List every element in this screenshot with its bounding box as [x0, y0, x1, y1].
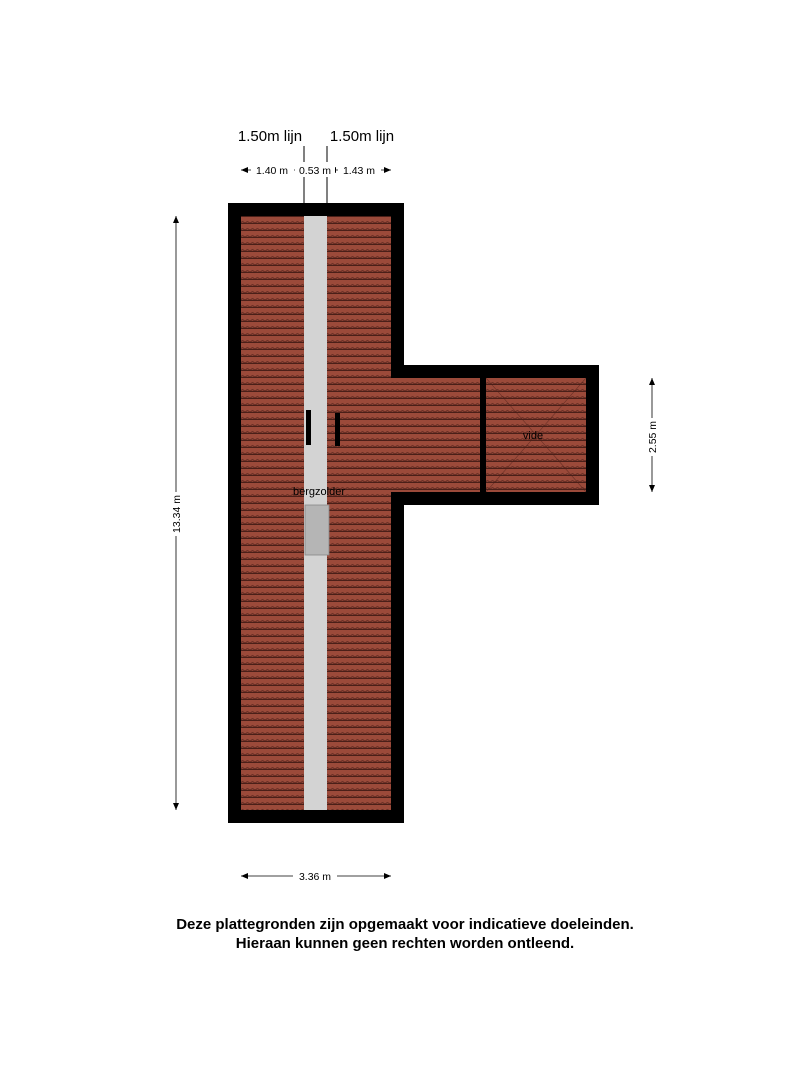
dim-overall-height: 13.34 m	[171, 495, 183, 533]
height-line-right-label: 1.50m lijn	[329, 128, 395, 145]
dim-top-right: 1.43 m	[342, 165, 376, 177]
disclaimer	[0, 915, 810, 953]
dim-annex-height: 2.55 m	[647, 420, 659, 454]
dim-top-middle: 0.53 m	[298, 165, 332, 177]
annex-partition-wall	[480, 378, 486, 492]
disclaimer-line-1: Deze plattegronden zijn opgemaakt voor indicatieve doeleinden.	[176, 916, 634, 933]
dim-top-left: 1.40 m	[255, 165, 289, 177]
room-label-vide: vide	[522, 430, 544, 442]
roof-window-left	[306, 410, 311, 445]
disclaimer-line-2: Hieraan kunnen geen rechten worden ontleend.	[235, 935, 575, 952]
room-label-bergzolder: bergzolder	[293, 486, 345, 498]
roof-tiles	[241, 216, 586, 810]
dim-bottom-width: 3.36 m	[298, 871, 332, 883]
loft-hatch	[305, 505, 329, 555]
height-line-left-label: 1.50m lijn	[237, 128, 303, 145]
roof-window-right	[335, 413, 340, 446]
